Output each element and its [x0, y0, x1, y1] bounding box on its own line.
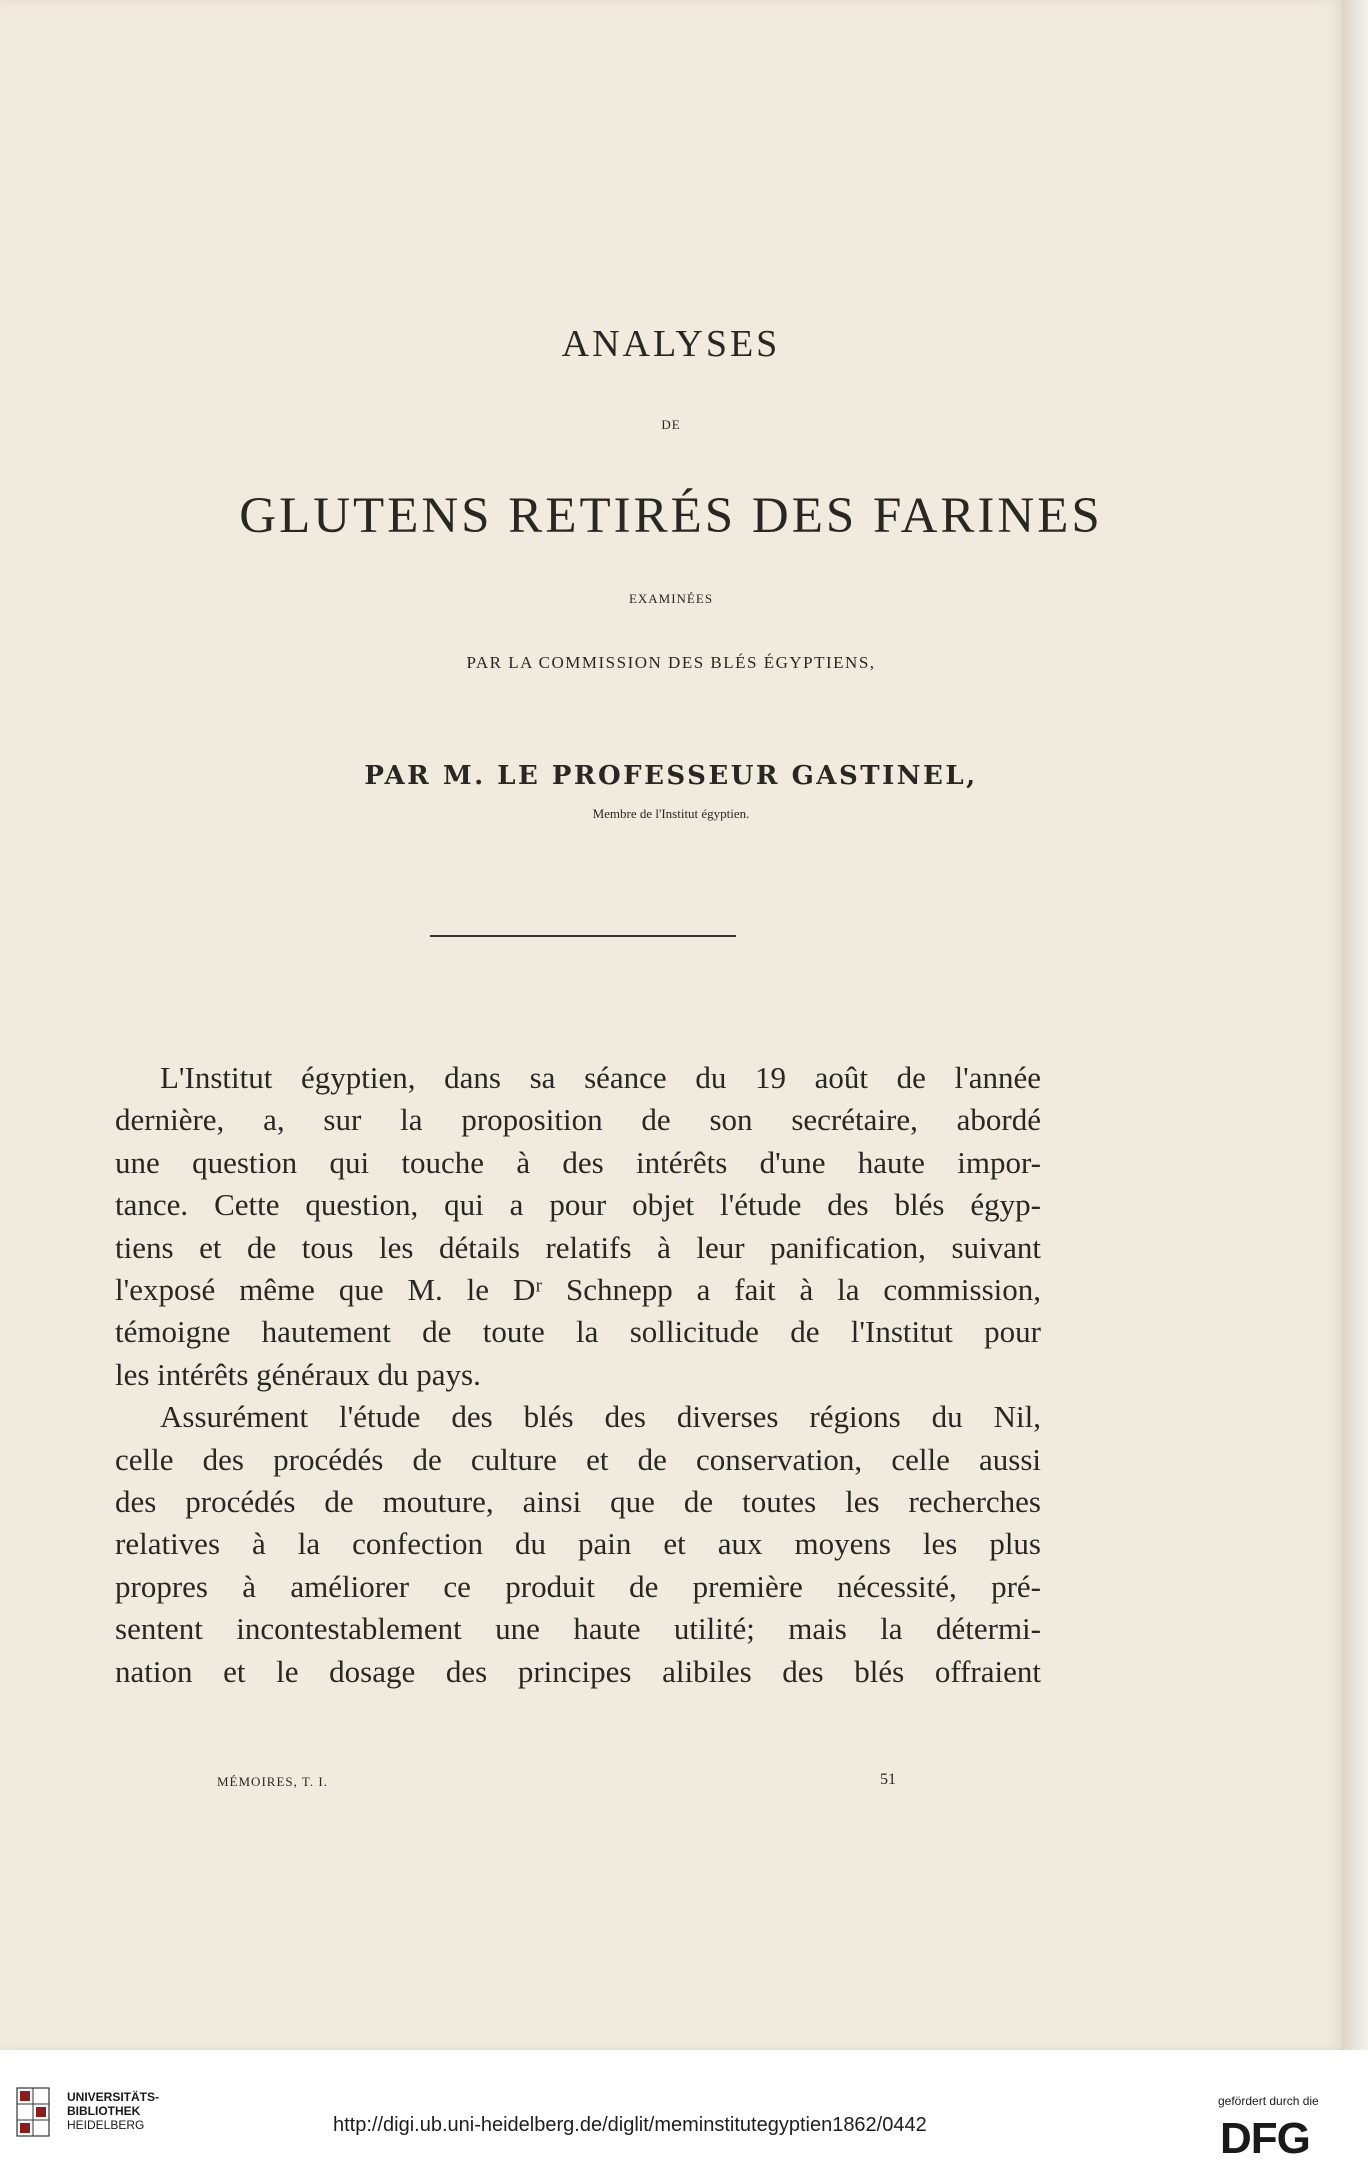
body-line: celle des procédés de culture et de conservation, celle aussi: [115, 1441, 1041, 1477]
body-line: Assurément l'étude des blés des diverses régions du Nil,: [160, 1399, 1041, 1435]
body-line: l'exposé même que M. le Dʳ Schnepp a fait à la commission,: [115, 1272, 1041, 1308]
body-line: propres à améliorer ce produit de première nécessité, pré-: [115, 1568, 1041, 1604]
library-name-line: UNIVERSITÄTS-: [67, 2090, 160, 2104]
author-affiliation: Membre de l'Institut égyptien.: [592, 806, 750, 821]
page-number: 51: [880, 1771, 896, 1788]
library-name-line: BIBLIOTHEK: [67, 2104, 141, 2118]
sponsor-label: gefördert durch die: [1218, 2094, 1319, 2108]
body-line: une question qui touche à des intérêts d'une haute impor-: [115, 1144, 1041, 1180]
library-name-line: HEIDELBERG: [67, 2118, 145, 2132]
page-edge: [1342, 0, 1368, 2050]
title-main: GLUTENS RETIRÉS DES FARINES: [239, 488, 1103, 544]
title-analyses: ANALYSES: [561, 323, 781, 365]
body-line: sentent incontestablement une haute utilité; mais la détermi-: [115, 1611, 1041, 1647]
separator-rule: [430, 935, 736, 937]
body-text: [115, 1057, 1041, 1693]
body-line: nation et le dosage des principes alibiles des blés offraient: [115, 1653, 1041, 1689]
footer-volume: MÉMOIRES, T. I.: [217, 1774, 328, 1789]
permalink-url[interactable]: http://digi.ub.uni-heidelberg.de/diglit/meminstitutegyptien1862/0442: [333, 2114, 927, 2136]
body-line: des procédés de mouture, ainsi que de toutes les recherches: [115, 1484, 1041, 1520]
library-name: [67, 2090, 159, 2132]
body-line: relatives à la confection du pain et aux moyens les plus: [115, 1526, 1041, 1562]
body-line: témoigne hautement de toute la sollicitude de l'Institut pour: [115, 1314, 1041, 1350]
body-line: les intérêts généraux du pays.: [115, 1356, 481, 1392]
dfg-logo: DFG: [1220, 2114, 1310, 2163]
title-examinees: EXAMINÉES: [628, 591, 714, 606]
body-line: tance. Cette question, qui a pour objet l'étude des blés égyp-: [115, 1187, 1041, 1223]
title-de: DE: [661, 417, 681, 432]
library-logo-icon: [15, 2086, 51, 2138]
body-line: tiens et de tous les détails relatifs à leur panification, suivant: [115, 1229, 1041, 1265]
author-name: PAR M. LE PROFESSEUR GASTINEL,: [364, 761, 978, 791]
body-line: L'Institut égyptien, dans sa séance du 19 août de l'année: [160, 1060, 1041, 1095]
viewer-footer-bar: [0, 2050, 1368, 2173]
title-commission: PAR LA COMMISSION DES BLÉS ÉGYPTIENS,: [466, 653, 876, 672]
body-line: dernière, a, sur la proposition de son secrétaire, abordé: [115, 1102, 1041, 1138]
